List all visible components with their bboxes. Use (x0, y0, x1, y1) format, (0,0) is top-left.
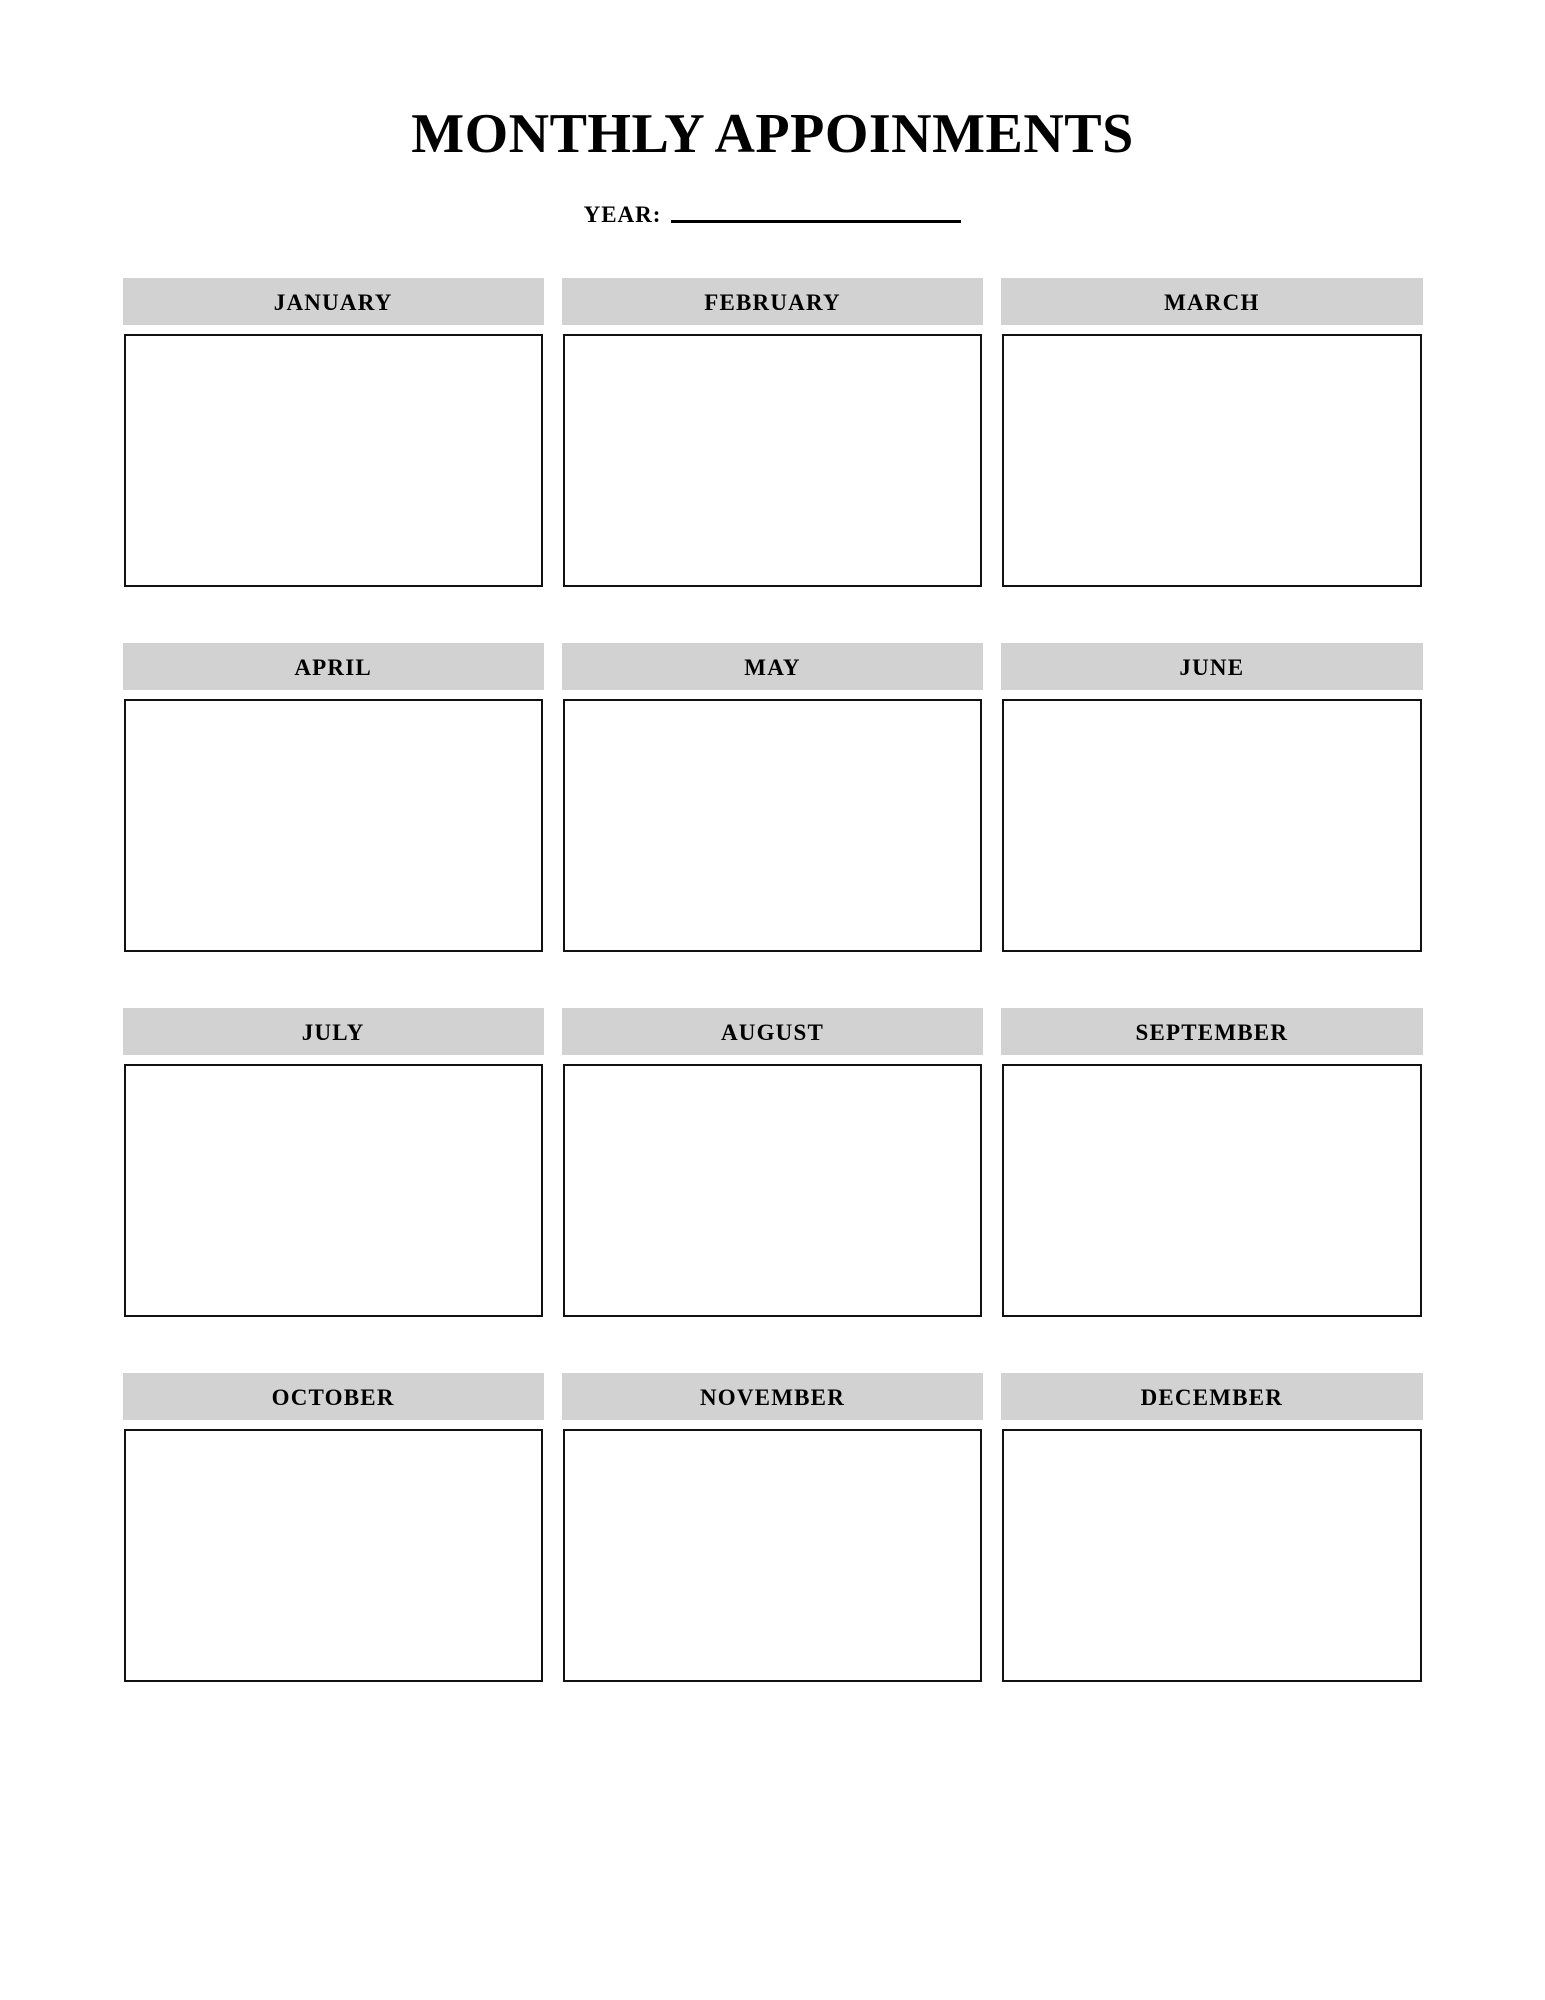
month-cell-september (1001, 1008, 1422, 1317)
month-cell-march (1001, 278, 1422, 587)
month-header-june: JUNE (1001, 643, 1422, 690)
month-cell-july (123, 1008, 544, 1317)
year-label: YEAR: (583, 201, 662, 227)
month-cell-january (123, 278, 544, 587)
month-cell-june (1001, 643, 1422, 952)
month-notes-december[interactable] (1002, 1429, 1421, 1682)
year-field-row (0, 202, 1545, 228)
month-notes-august[interactable] (563, 1064, 982, 1317)
month-header-september: SEPTEMBER (1001, 1008, 1422, 1055)
month-cell-april (123, 643, 544, 952)
year-input-line[interactable] (671, 219, 961, 223)
month-notes-may[interactable] (563, 699, 982, 952)
month-header-august: AUGUST (562, 1008, 983, 1055)
month-header-february: FEBRUARY (562, 278, 983, 325)
months-grid (123, 278, 1423, 1738)
month-cell-december (1001, 1373, 1422, 1682)
month-notes-january[interactable] (124, 334, 543, 587)
month-cell-may (562, 643, 983, 952)
month-cell-august (562, 1008, 983, 1317)
month-notes-november[interactable] (563, 1429, 982, 1682)
month-notes-september[interactable] (1002, 1064, 1421, 1317)
page-title: MONTHLY APPOINMENTS (411, 103, 1134, 165)
month-header-march: MARCH (1001, 278, 1422, 325)
month-header-november: NOVEMBER (562, 1373, 983, 1420)
month-notes-july[interactable] (124, 1064, 543, 1317)
month-header-december: DECEMBER (1001, 1373, 1422, 1420)
month-cell-october (123, 1373, 544, 1682)
month-header-july: JULY (123, 1008, 544, 1055)
month-notes-march[interactable] (1002, 334, 1421, 587)
month-notes-june[interactable] (1002, 699, 1421, 952)
month-notes-april[interactable] (124, 699, 543, 952)
month-notes-february[interactable] (563, 334, 982, 587)
month-header-may: MAY (562, 643, 983, 690)
month-header-january: JANUARY (123, 278, 544, 325)
month-notes-october[interactable] (124, 1429, 543, 1682)
month-cell-november (562, 1373, 983, 1682)
month-header-october: OCTOBER (123, 1373, 544, 1420)
month-header-april: APRIL (123, 643, 544, 690)
month-cell-february (562, 278, 983, 587)
